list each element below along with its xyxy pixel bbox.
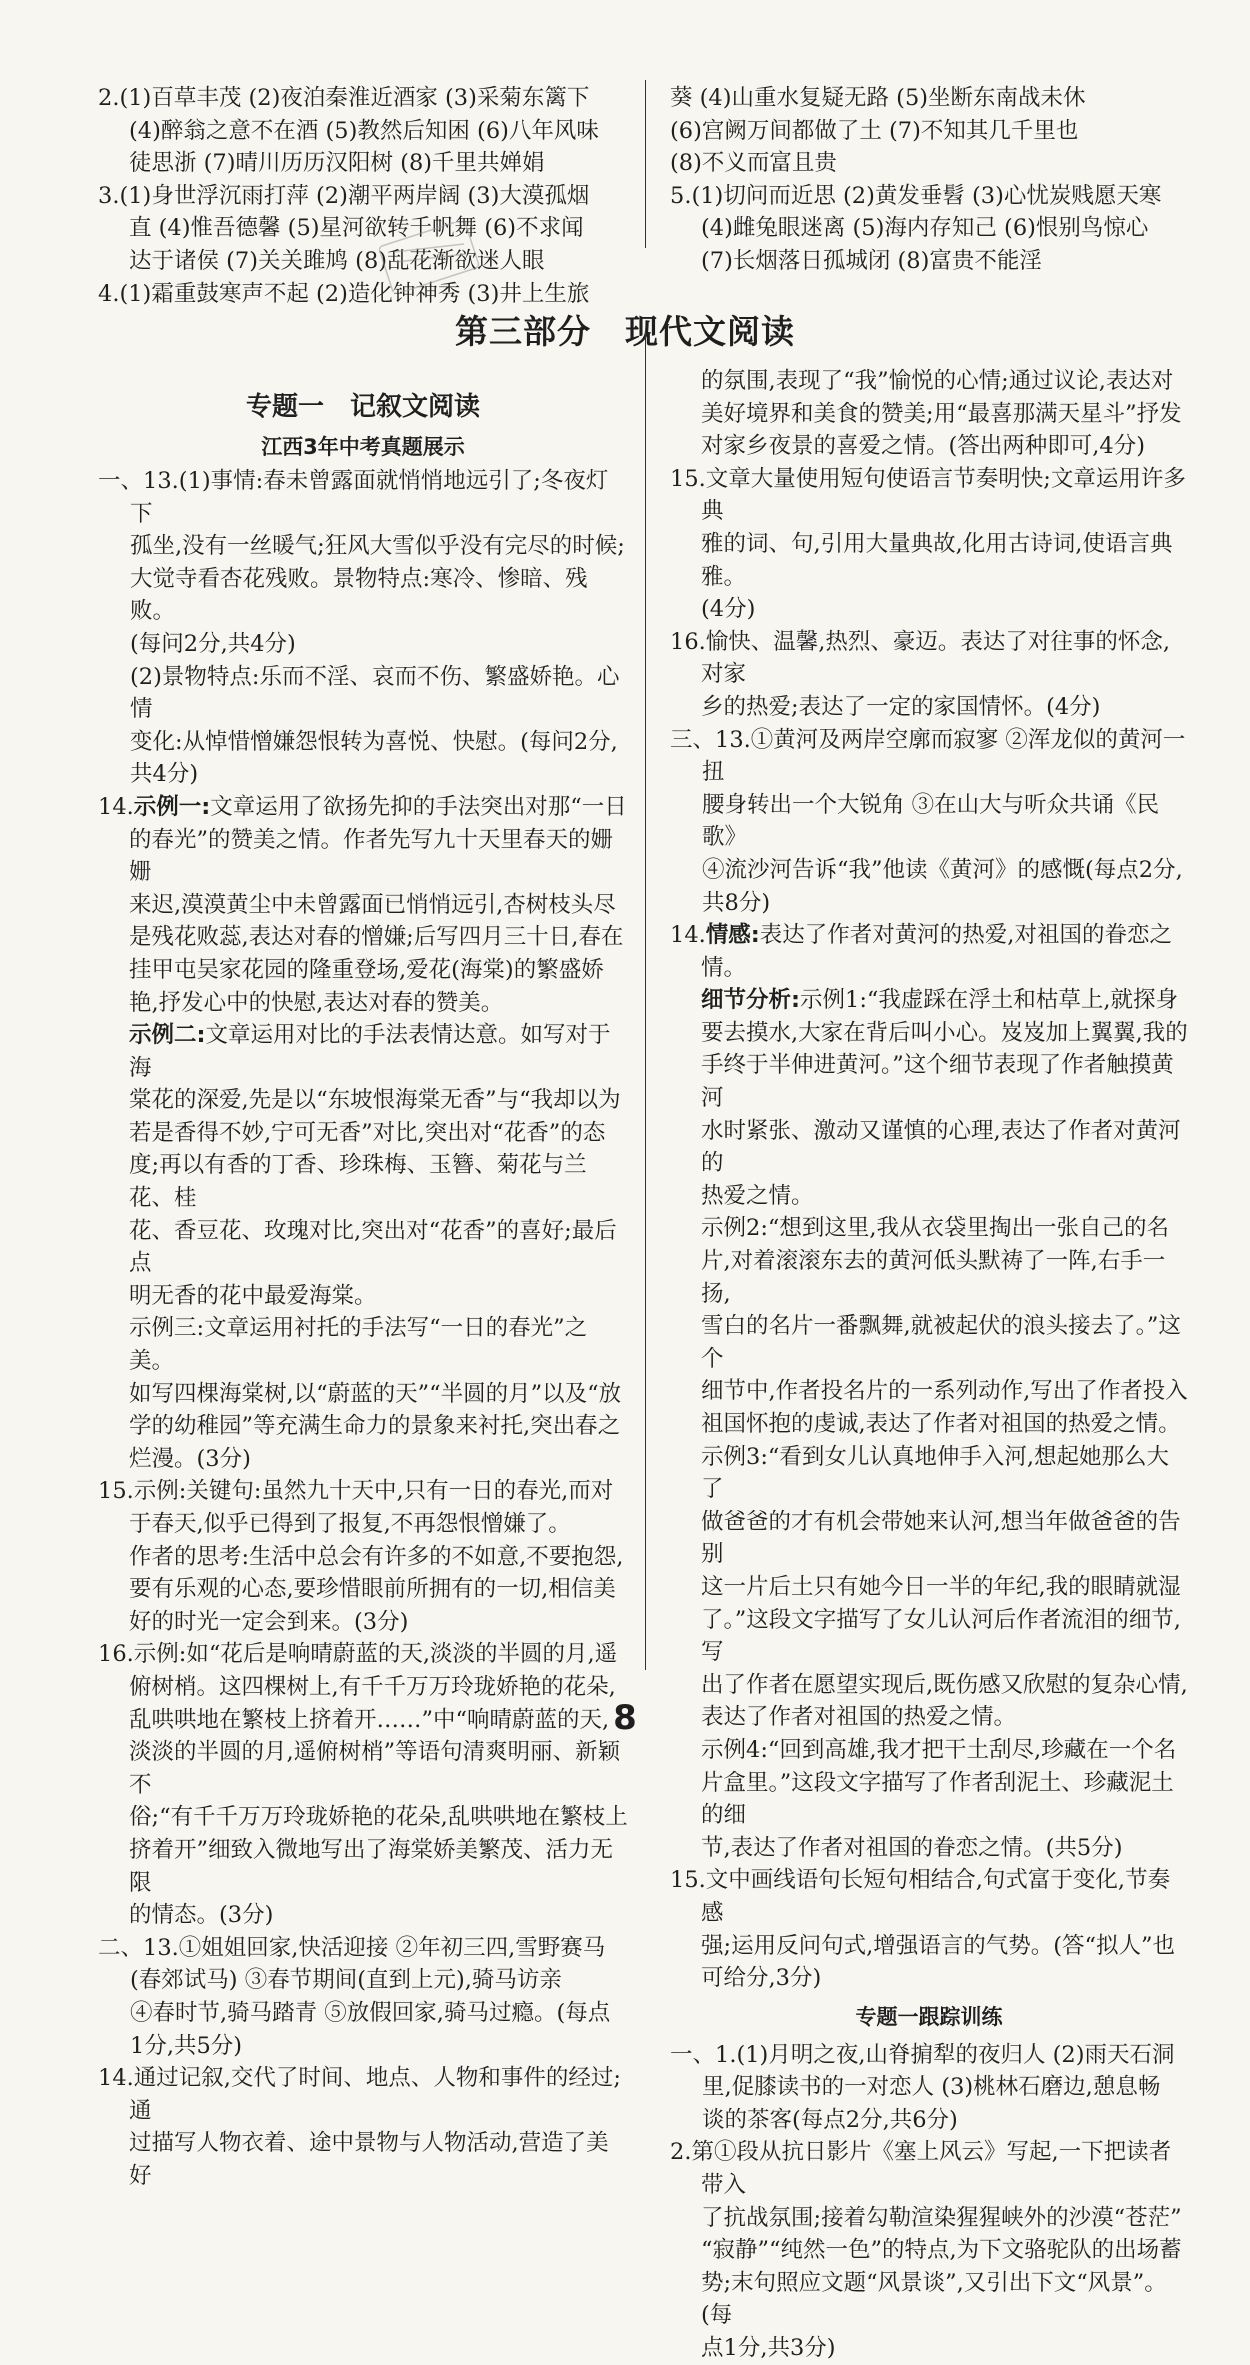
q14-example-3: 示例三:文章运用衬托的手法写“一日的春光”之美。 如写四棵海棠树,以“蔚蓝的天”“半圆的月”以及“放 学的幼稚园”等充满生命力的景象来衬托,突出春之 烂漫。(3分) bbox=[129, 1315, 622, 1472]
section-2-q13: 二、13.①姐姐回家,快活迎接 ②年初三四,雪野赛马 (春郊试马) ③春节期间(直到上元),骑马访亲 ④春时节,骑马踏青 ⑤放假回家,骑马过瘾。(每点 1分,共5分) bbox=[98, 1934, 611, 2059]
section-3-q14-example-2: 示例2:“想到这里,我从衣袋里掏出一张自己的名 片,对着滚滚东去的黄河低头默祷了一阵,右手一扬, 雪白的名片一番飘舞,就被起伏的浪头接去了。”这个 细节中,作者投名片的一系列动作,写出了作者投入 祖国怀抱的虔诚,表达了作者对祖国的热爱之情。 bbox=[701, 1215, 1188, 1437]
column-divider-top bbox=[645, 80, 646, 248]
q15-answer: 15.示例:关键句:虽然九十天中,只有一日的春光,而对 于春天,似乎已得到了报复,不再怨恨憎嫌了。 作者的思考:生活中总会有许多的不如意,不要抱怨, 要有乐观的心态,要珍惜眼前所拥有的一切,相信美 好的时光一定会到来。(3分) bbox=[98, 1478, 624, 1635]
section-3-q14-example-3: 示例3:“看到女儿认真地伸手入河,想起她那么大了 做爸爸的才有机会带她来认河,想当年做爸爸的告别 这一片后土只有她今日一半的年纪,我的眼睛就湿 了。”这段文字描写了女儿认河后作者流泪的细节,写 出了作者在愿望实现后,既伤感又欣慰的复杂心情, 表达了作者对祖国的热爱之情。 bbox=[701, 1443, 1188, 1731]
answer-4: 4.(1)霜重鼓寒声不起 (2)造化钟神秀 (3)井上生旅 bbox=[98, 280, 590, 307]
q13-answer: 一、13.(1)事情:春未曾露面就悄悄地远引了;冬夜灯下 孤坐,没有一丝暖气;狂风大雪似乎没有完尽的时候; 大觉寺看杏花残败。景物特点:寒冷、惨暗、残败。 (每问2分,共4分) (2)景物特点:乐而不淫、哀而不伤、繁盛娇艳。心情 变化:从悼惜憎嫌怨恨转为喜悦、快慰。(每问2分, 共4分) bbox=[98, 468, 625, 788]
column-divider-main bbox=[645, 330, 646, 1670]
left-column bbox=[98, 385, 628, 2192]
q14-example-1: 14.示例一:文章运用了欲扬先抑的手法突出对那“一日 的春光”的赞美之情。作者先写九十天里春天的姗姗 来迟,漠漠黄尘中未曾露面已悄悄远引,杏树枝头尽 是残花败蕊,表达对春的憎嫌;后写四月三十日,春在 挂甲屯吴家花园的隆重登场,爱花(海棠)的繁盛娇 艳,抒发心中的快慰,表达对春的赞美。 bbox=[98, 793, 627, 1016]
answer-3: 3.(1)身世浮沉雨打萍 (2)潮平两岸阔 (3)大漠孤烟 直 (4)惟吾德馨 (5)星河欲转千帆舞 (6)不求闻 达于诸侯 (7)关关雎鸠 (8)乱花渐欲迷人眼 bbox=[98, 182, 590, 274]
section-2-q16: 16.愉快、温馨,热烈、豪迈。表达了对往事的怀念,对家 乡的热爱;表达了一定的家国情怀。(4分) bbox=[670, 628, 1171, 720]
section-2-q14-continued: 的氛围,表现了“我”愉悦的心情;通过议论,表达对 美好境界和美食的赞美;用“最喜那满天星斗”抒发 对家乡夜景的喜爱之情。(答出两种即可,4分) bbox=[701, 368, 1182, 460]
stamp-mark bbox=[364, 222, 494, 292]
section-3-q15: 15.文中画线语句长短句相结合,句式富于变化,节奏感 强;运用反问句式,增强语言的气势。(答“拟人”也 可给分,3分) bbox=[670, 1867, 1176, 1992]
right-column bbox=[670, 365, 1188, 2365]
tracking-q1: 一、1.(1)月明之夜,山脊掮犁的夜归人 (2)雨天石洞 里,促膝读书的一对恋人 (3)桃林石磨边,憩息畅 谈的茶客(每点2分,共6分) bbox=[670, 2041, 1175, 2133]
section-2-q14: 14.通过记叙,交代了时间、地点、人物和事件的经过;通 过描写人物衣着、途中景物与人物活动,营造了美好 bbox=[98, 2065, 622, 2189]
page-number: 8 bbox=[613, 1698, 637, 1738]
section-3-q14-example-4: 示例4:“回到高雄,我才把干土刮尽,珍藏在一个名 片盒里。”这段文字描写了作者刮泥土、珍藏泥土的细 节,表达了作者对祖国的眷恋之情。(共5分) bbox=[701, 1736, 1177, 1861]
top-left-answers bbox=[98, 82, 628, 310]
top-right-answers bbox=[670, 82, 1188, 278]
part-title: 第三部分 现代文阅读 bbox=[455, 312, 795, 351]
section-3-q13: 三、13.①黄河及两岸空廓而寂寥 ②浑龙似的黄河一扭 腰身转出一个大锐角 ③在山大与听众共诵《民歌》 ④流沙河告诉“我”他读《黄河》的感慨(每点2分, 共8分) bbox=[670, 726, 1186, 916]
topic-title: 专题一 记叙文阅读 bbox=[245, 392, 480, 422]
q14-example-2: 示例二:文章运用对比的手法表情达意。如写对于海 棠花的深爱,先是以“东坡恨海棠无香”与“我却以为 若是香得不妙,宁可无香”对比,突出对“花香”的态 度;再以有香的丁香、珍珠梅、玉簪、菊花与兰花、桂 花、香豆花、玫瑰对比,突出对“花香”的喜好;最后点 明无香的花中最爱海棠。 bbox=[129, 1022, 621, 1309]
q16-answer: 16.示例:如“花后是响晴蔚蓝的天,淡淡的半圆的月,遥 俯树梢。这四棵树上,有千千万万玲珑娇艳的花朵, 乱哄哄地在繁枝上挤着开……”中“响晴蔚蓝的天, 淡淡的半圆的月,遥俯树梢”等语句清爽明丽、新颖不 俗;“有千千万万玲珑娇艳的花朵,乱哄哄地在繁枝上 挤着开”细致入微地写出了海棠娇美繁茂、活力无限 的情态。(3分) bbox=[98, 1641, 628, 1929]
section-subtitle: 江西3年中考真题展示 bbox=[261, 435, 465, 459]
tracking-title: 专题一跟踪训练 bbox=[855, 2004, 1003, 2029]
section-2-q15: 15.文章大量使用短句使语言节奏明快;文章运用许多典 雅的词、句,引用大量典故,化用古诗词,使语言典雅。 (4分) bbox=[670, 465, 1186, 623]
answer-2: 2.(1)百草丰茂 (2)夜泊秦淮近酒家 (3)采菊东篱下 (4)醉翁之意不在酒 (5)教然后知困 (6)八年风味 徒思浙 (7)晴川历历汉阳树 (8)千里共婵娟 bbox=[98, 85, 599, 177]
section-3-q14: 14.情感:表达了作者对黄河的热爱,对祖国的眷恋之情。 细节分析:示例1:“我虚踩在浮土和枯草上,就探身 要去摸水,大家在背后叫小心。岌岌加上翼翼,我的 手终于半伸进黄河。”这个细节表现了作者触摸黄河 水时紧张、激动又谨慎的心理,表达了作者对黄河的 热爱之情。 bbox=[670, 922, 1188, 1209]
tracking-q2: 2.第①段从抗日影片《塞上风云》写起,一下把读者带入 了抗战氛围;接着勾勒渲染猩猩峡外的沙漠“苍茫” “寂静”“纯然一色”的特点,为下文骆驼队的出场蓄 势;末句照应文题“风景谈”,又引出下文“风景”。(每 点1分,共3分) bbox=[670, 2139, 1182, 2362]
answer-5: 5.(1)切问而近思 (2)黄发垂髫 (3)心忧炭贱愿天寒 (4)雌兔眼迷离 (5)海内存知己 (6)恨别鸟惊心 (7)长烟落日孤城闭 (8)富贵不能淫 bbox=[670, 182, 1162, 274]
answer-4-continued: 葵 (4)山重水复疑无路 (5)坐断东南战未休 (6)宫阙万间都做了土 (7)不知其几千里也 (8)不义而富且贵 bbox=[670, 85, 1086, 177]
